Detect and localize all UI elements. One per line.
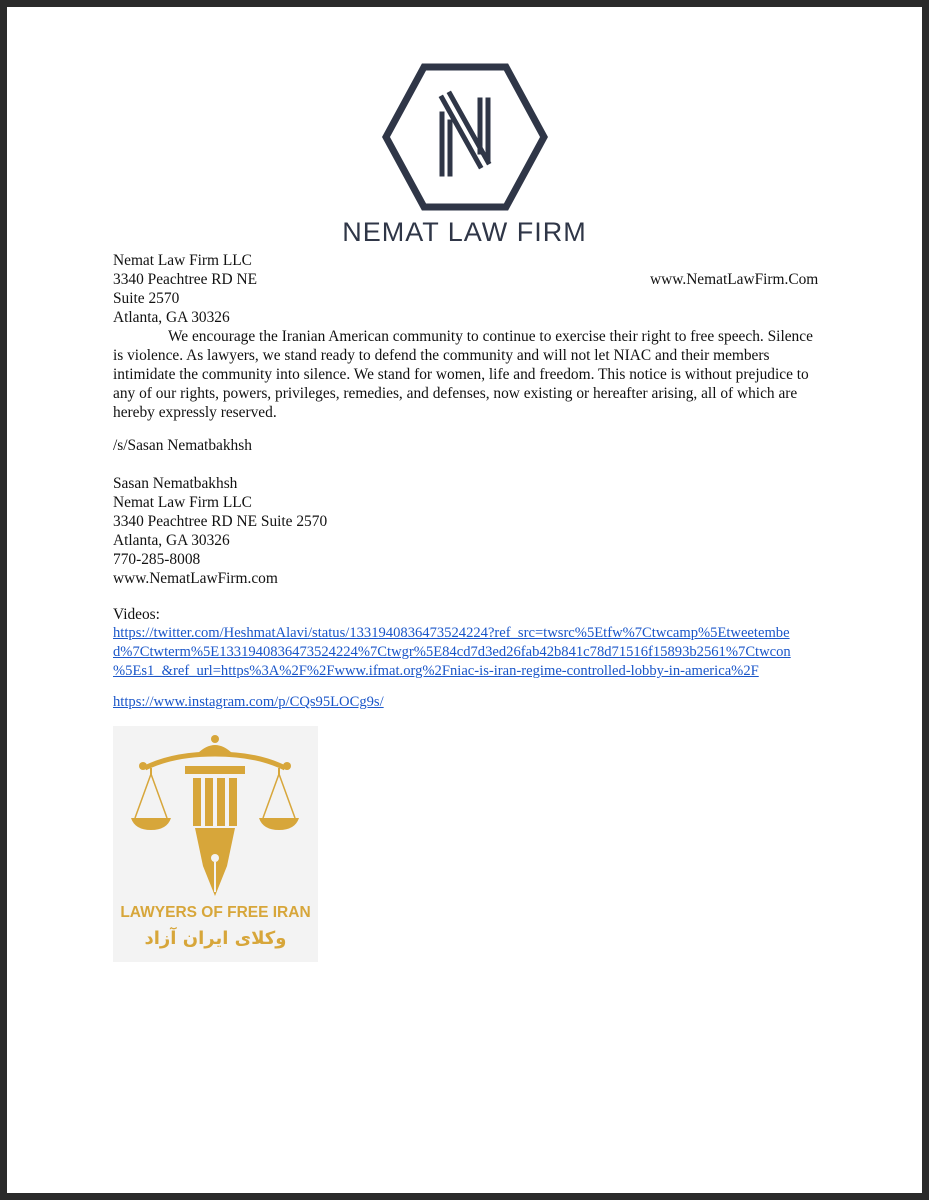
signature-phone: 770-285-8008: [113, 551, 201, 568]
document-page: [7, 7, 922, 1193]
letterhead-suite: Suite 2570: [113, 290, 180, 307]
hexagon-n-logo-icon: [380, 62, 550, 212]
signature-name: Sasan Nematbakhsh: [113, 475, 238, 492]
videos-label: Videos:: [113, 606, 160, 623]
letterhead-address: [113, 251, 257, 327]
letterhead-street: 3340 Peachtree RD NE: [113, 271, 258, 288]
body-paragraph: We encourage the Iranian American community to continue to exercise their right to free speech. Silence is violence. As lawyers, we stand ready to defend the community and will not let NIAC and their members intimidate the community into silence. We stand for women, life and freedom. This notice is without prejudice to any of our rights, powers, privileges, remedies, and defenses, now existing or hereafter arising, all of which are hereby expressly reserved.: [113, 328, 813, 421]
signature-website: www.NematLawFirm.com: [113, 570, 278, 587]
lawyers-of-free-iran-logo: [113, 726, 318, 962]
instagram-link[interactable]: https://www.instagram.com/p/CQs95LOCg9s/: [113, 694, 384, 710]
electronic-signature: /s/Sasan Nematbakhsh: [113, 437, 252, 454]
letterhead-firm: Nemat Law Firm LLC: [113, 252, 252, 269]
lawyers-logo-persian: وکلای ایران آزاد: [144, 928, 287, 949]
signature-block: [113, 474, 327, 588]
twitter-link-line3[interactable]: %5Es1_&ref_url=https%3A%2F%2Fwww.ifmat.org%2Fniac-is-iran-regime-controlled-lobby-in-america%2F: [113, 663, 759, 679]
scales-of-justice-icon: [113, 726, 318, 901]
letterhead-website: www.NematLawFirm.Com: [650, 271, 819, 288]
letterhead-city: Atlanta, GA 30326: [113, 309, 230, 326]
twitter-link-line2[interactable]: d%7Ctwterm%5E1331940836473524224%7Ctwgr%5E84cd7d3ed26fab42b841c78d71516f15893b2561%7Ctwcon: [113, 644, 791, 660]
signature-city: Atlanta, GA 30326: [113, 532, 230, 549]
signature-firm: Nemat Law Firm LLC: [113, 494, 252, 511]
nemat-law-firm-logo: [7, 62, 922, 212]
lawyers-logo-title: LAWYERS OF FREE IRAN: [120, 904, 311, 921]
logo-firm-name: NEMAT LAW FIRM: [342, 217, 587, 247]
signature-address: 3340 Peachtree RD NE Suite 2570: [113, 513, 328, 530]
twitter-link-line1[interactable]: https://twitter.com/HeshmatAlavi/status/1331940836473524224?ref_src=twsrc%5Etfw%7Ctwcamp%5Etweetembe: [113, 625, 790, 641]
